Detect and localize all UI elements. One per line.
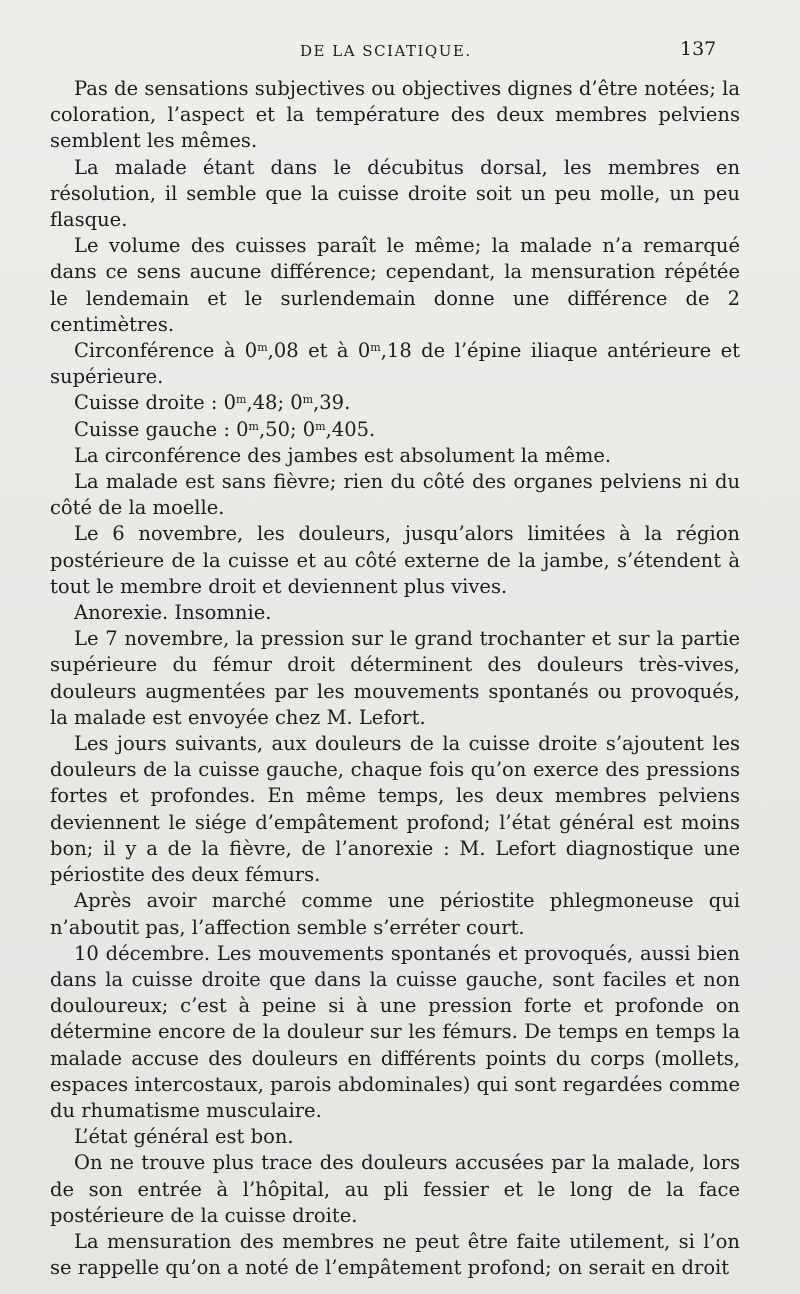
paragraph: La mensuration des membres ne peut être faite utilement, si l’on se rappelle qu’on a noté de l’empâtement profond; on serait en droit bbox=[50, 1229, 740, 1280]
text-run: ,08 et à 0 bbox=[267, 339, 371, 363]
body-text bbox=[50, 76, 740, 1281]
circumference-paragraph bbox=[50, 338, 740, 390]
text-run: ,405. bbox=[325, 417, 376, 441]
measure-left-thigh bbox=[50, 417, 740, 443]
superscript: m bbox=[315, 419, 326, 433]
paragraph: Pas de sensations subjectives ou objectives dignes d’être notées; la coloration, l’aspect et la température des deux membres pelviens semblent les mêmes. bbox=[50, 77, 740, 153]
paragraph: La malade étant dans le décubitus dorsal, les membres en résolution, il semble que la cuisse droite soit un peu molle, un peu flasque. bbox=[50, 155, 740, 232]
paragraph: Après avoir marché comme une périostite phlegmoneuse qui n’aboutit pas, l’affection semble s’erréter court. bbox=[50, 889, 740, 939]
paragraph: Le volume des cuisses paraît le même; la malade n’a remarqué dans ce sens aucune différence; cependant, la mensuration répétée le lendemain et le surlendemain donne une différence de 2 centimètres. bbox=[50, 234, 740, 336]
paragraph: Anorexie. Insomnie. bbox=[74, 601, 272, 625]
paragraph: La malade est sans fièvre; rien du côté des organes pelviens ni du côté de la moelle. bbox=[50, 470, 740, 520]
measure-right-thigh bbox=[50, 390, 740, 416]
superscript: m bbox=[302, 393, 314, 407]
text-run: ,50; 0 bbox=[258, 417, 316, 441]
page-number: 137 bbox=[680, 38, 717, 60]
running-head: DE LA SCIATIQUE. bbox=[300, 42, 472, 60]
paragraph: Le 6 novembre, les douleurs, jusqu’alors limitées à la région postérieure de la cuisse et au côté externe de la jambe, s’étendent à tout le membre droit et deviennent plus vives. bbox=[50, 522, 740, 598]
superscript: m bbox=[257, 341, 268, 355]
superscript: m bbox=[236, 393, 247, 407]
text-run: Cuisse gauche : 0 bbox=[74, 417, 249, 441]
superscript: m bbox=[370, 341, 381, 355]
paragraph: Les jours suivants, aux douleurs de la cuisse droite s’ajoutent les douleurs de la cuisse gauche, chaque fois qu’on exerce des pressions fortes et profondes. En même temps, les deux membres pelviens deviennent le siége d’empâtement profond; l’état général est moins bon; il y a de la fièvre, de l’anorexie : M. Lefort diagnostique une périostite des deux fémurs. bbox=[50, 732, 740, 887]
paragraph: 10 décembre. Les mouvements spontanés et provoqués, aussi bien dans la cuisse droite que dans la cuisse gauche, sont faciles et non douloureux; c’est à peine si à une pression forte et profonde on détermine encore de la douleur sur les fémurs. De temps en temps la malade accuse des douleurs en différents points du corps (mollets, espaces intercostaux, parois abdominales) qui sont regardées comme du rhumatisme musculaire. bbox=[50, 941, 740, 1122]
paragraph: L’état général est bon. bbox=[74, 1125, 294, 1149]
text-run: ,18 de l’épine iliaque antérieure et supérieure. bbox=[50, 339, 740, 389]
text-run: Cuisse droite : 0 bbox=[74, 391, 236, 415]
superscript: m bbox=[248, 419, 259, 433]
text-run: Circonférence à 0 bbox=[74, 339, 258, 363]
text-run: ,39. bbox=[313, 391, 351, 415]
paragraph: On ne trouve plus trace des douleurs accusées par la malade, lors de son entrée à l’hôpital, au pli fessier et le long de la face postérieure de la cuisse droite. bbox=[50, 1151, 740, 1227]
text-run: ,48; 0 bbox=[246, 391, 303, 415]
paragraph: Le 7 novembre, la pression sur le grand trochanter et sur la partie supérieure du fémur droit déterminent des douleurs très-vives, douleurs augmentées par les mouvements spontanés ou provoqués, la malade est envoyée chez M. Lefort. bbox=[50, 627, 740, 729]
paragraph: La circonférence des jambes est absolument la même. bbox=[74, 443, 612, 467]
